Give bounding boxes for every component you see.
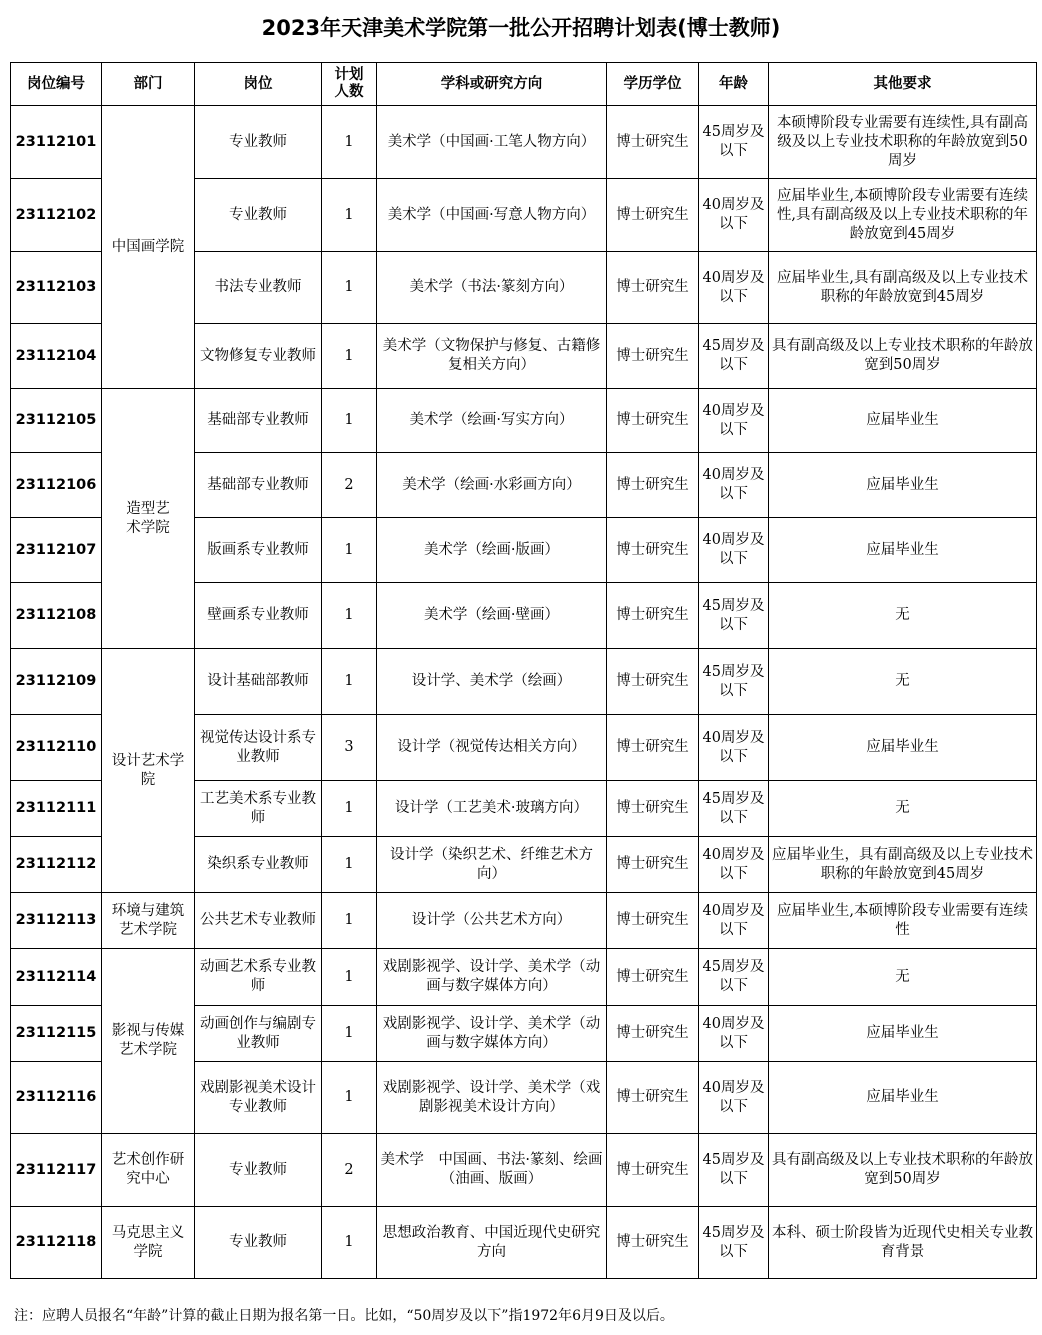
other-requirements: 应届毕业生,本硕博阶段专业需要有连续性,具有副高级及以上专业技术职称的年龄放宽到45周岁 xyxy=(769,179,1037,252)
degree: 博士研究生 xyxy=(607,715,699,781)
table-row xyxy=(11,106,1037,179)
subject-direction: 美术学（绘画·水彩画方向） xyxy=(377,453,607,518)
degree: 博士研究生 xyxy=(607,893,699,949)
age-limit: 40周岁及以下 xyxy=(699,837,769,893)
position-code: 23112116 xyxy=(11,1062,102,1134)
position-name: 文物修复专业教师 xyxy=(195,324,322,389)
age-limit: 45周岁及以下 xyxy=(699,1134,769,1207)
other-requirements: 应届毕业生 xyxy=(769,715,1037,781)
table-row xyxy=(11,389,1037,453)
header-department: 部门 xyxy=(102,63,195,106)
degree: 博士研究生 xyxy=(607,1062,699,1134)
plan-count: 3 xyxy=(322,715,377,781)
position-name: 视觉传达设计系专业教师 xyxy=(195,715,322,781)
plan-count: 1 xyxy=(322,252,377,324)
position-code: 23112103 xyxy=(11,252,102,324)
position-name: 动画艺术系专业教师 xyxy=(195,949,322,1006)
age-limit: 40周岁及以下 xyxy=(699,453,769,518)
position-name: 工艺美术系专业教师 xyxy=(195,781,322,837)
subject-direction: 美术学（绘画·壁画） xyxy=(377,583,607,649)
plan-count: 1 xyxy=(322,583,377,649)
age-limit: 40周岁及以下 xyxy=(699,179,769,252)
position-name: 戏剧影视美术设计专业教师 xyxy=(195,1062,322,1134)
plan-count: 1 xyxy=(322,893,377,949)
position-code: 23112102 xyxy=(11,179,102,252)
plan-count: 1 xyxy=(322,837,377,893)
position-code: 23112108 xyxy=(11,583,102,649)
other-requirements: 无 xyxy=(769,949,1037,1006)
subject-direction: 美术学（绘画·版画） xyxy=(377,518,607,583)
other-requirements: 应届毕业生 xyxy=(769,518,1037,583)
plan-count: 1 xyxy=(322,781,377,837)
position-code: 23112112 xyxy=(11,837,102,893)
degree: 博士研究生 xyxy=(607,781,699,837)
position-code: 23112105 xyxy=(11,389,102,453)
subject-direction: 美术学 中国画、书法·篆刻、绘画（油画、版画） xyxy=(377,1134,607,1207)
position-name: 染织系专业教师 xyxy=(195,837,322,893)
subject-direction: 美术学（中国画·工笔人物方向） xyxy=(377,106,607,179)
other-requirements: 无 xyxy=(769,781,1037,837)
position-name: 壁画系专业教师 xyxy=(195,583,322,649)
other-requirements: 应届毕业生,具有副高级及以上专业技术职称的年龄放宽到45周岁 xyxy=(769,252,1037,324)
degree: 博士研究生 xyxy=(607,649,699,715)
age-limit: 40周岁及以下 xyxy=(699,893,769,949)
position-code: 23112117 xyxy=(11,1134,102,1207)
department-cell: 设计艺术学院 xyxy=(102,649,195,893)
subject-direction: 美术学（中国画·写意人物方向） xyxy=(377,179,607,252)
position-code: 23112111 xyxy=(11,781,102,837)
subject-direction: 设计学（公共艺术方向） xyxy=(377,893,607,949)
position-code: 23112110 xyxy=(11,715,102,781)
age-limit: 40周岁及以下 xyxy=(699,1006,769,1062)
age-limit: 45周岁及以下 xyxy=(699,1207,769,1279)
table-row xyxy=(11,949,1037,1006)
age-limit: 45周岁及以下 xyxy=(699,583,769,649)
header-count: 计划人数 xyxy=(322,63,377,106)
age-limit: 40周岁及以下 xyxy=(699,389,769,453)
degree: 博士研究生 xyxy=(607,1006,699,1062)
position-name: 基础部专业教师 xyxy=(195,453,322,518)
position-name: 专业教师 xyxy=(195,179,322,252)
subject-direction: 戏剧影视学、设计学、美术学（动画与数字媒体方向） xyxy=(377,949,607,1006)
other-requirements: 应届毕业生,本硕博阶段专业需要有连续性 xyxy=(769,893,1037,949)
table-row xyxy=(11,1207,1037,1279)
position-name: 专业教师 xyxy=(195,1207,322,1279)
subject-direction: 美术学（书法·篆刻方向） xyxy=(377,252,607,324)
department-cell: 造型艺术学院 xyxy=(102,389,195,649)
degree: 博士研究生 xyxy=(607,106,699,179)
plan-count: 1 xyxy=(322,324,377,389)
age-limit: 45周岁及以下 xyxy=(699,324,769,389)
position-code: 23112104 xyxy=(11,324,102,389)
other-requirements: 应届毕业生，具有副高级及以上专业技术职称的年龄放宽到45周岁 xyxy=(769,837,1037,893)
header-other: 其他要求 xyxy=(769,63,1037,106)
plan-count: 1 xyxy=(322,389,377,453)
degree: 博士研究生 xyxy=(607,949,699,1006)
degree: 博士研究生 xyxy=(607,179,699,252)
position-code: 23112106 xyxy=(11,453,102,518)
department-cell: 环境与建筑艺术学院 xyxy=(102,893,195,949)
degree: 博士研究生 xyxy=(607,583,699,649)
position-code: 23112114 xyxy=(11,949,102,1006)
header-subject: 学科或研究方向 xyxy=(377,63,607,106)
subject-direction: 戏剧影视学、设计学、美术学（戏剧影视美术设计方向） xyxy=(377,1062,607,1134)
header-row xyxy=(11,63,1037,106)
subject-direction: 设计学、美术学（绘画） xyxy=(377,649,607,715)
position-code: 23112107 xyxy=(11,518,102,583)
plan-count: 1 xyxy=(322,1006,377,1062)
age-limit: 45周岁及以下 xyxy=(699,781,769,837)
age-limit: 40周岁及以下 xyxy=(699,252,769,324)
plan-count: 2 xyxy=(322,1134,377,1207)
position-code: 23112118 xyxy=(11,1207,102,1279)
age-limit: 45周岁及以下 xyxy=(699,649,769,715)
position-name: 专业教师 xyxy=(195,1134,322,1207)
recruitment-plan-table xyxy=(10,62,1037,1279)
position-name: 设计基础部教师 xyxy=(195,649,322,715)
position-name: 基础部专业教师 xyxy=(195,389,322,453)
position-code: 23112101 xyxy=(11,106,102,179)
age-limit: 40周岁及以下 xyxy=(699,715,769,781)
other-requirements: 具有副高级及以上专业技术职称的年龄放宽到50周岁 xyxy=(769,324,1037,389)
other-requirements: 应届毕业生 xyxy=(769,1062,1037,1134)
other-requirements: 无 xyxy=(769,583,1037,649)
header-code: 岗位编号 xyxy=(11,63,102,106)
subject-direction: 戏剧影视学、设计学、美术学（动画与数字媒体方向） xyxy=(377,1006,607,1062)
position-code: 23112109 xyxy=(11,649,102,715)
subject-direction: 设计学（视觉传达相关方向） xyxy=(377,715,607,781)
other-requirements: 具有副高级及以上专业技术职称的年龄放宽到50周岁 xyxy=(769,1134,1037,1207)
degree: 博士研究生 xyxy=(607,1207,699,1279)
table-row xyxy=(11,649,1037,715)
other-requirements: 本科、硕士阶段皆为近现代史相关专业教育背景 xyxy=(769,1207,1037,1279)
degree: 博士研究生 xyxy=(607,518,699,583)
degree: 博士研究生 xyxy=(607,1134,699,1207)
age-limit: 45周岁及以下 xyxy=(699,949,769,1006)
department-cell: 中国画学院 xyxy=(102,106,195,389)
degree: 博士研究生 xyxy=(607,389,699,453)
plan-count: 2 xyxy=(322,453,377,518)
plan-count: 1 xyxy=(322,106,377,179)
header-age: 年龄 xyxy=(699,63,769,106)
degree: 博士研究生 xyxy=(607,453,699,518)
other-requirements: 应届毕业生 xyxy=(769,389,1037,453)
other-requirements: 本硕博阶段专业需要有连续性,具有副高级及以上专业技术职称的年龄放宽到50周岁 xyxy=(769,106,1037,179)
header-position: 岗位 xyxy=(195,63,322,106)
position-name: 动画创作与编剧专业教师 xyxy=(195,1006,322,1062)
age-limit: 45周岁及以下 xyxy=(699,106,769,179)
position-name: 版画系专业教师 xyxy=(195,518,322,583)
department-cell: 艺术创作研究中心 xyxy=(102,1134,195,1207)
degree: 博士研究生 xyxy=(607,324,699,389)
department-cell: 影视与传媒艺术学院 xyxy=(102,949,195,1134)
plan-count: 1 xyxy=(322,649,377,715)
subject-direction: 设计学（工艺美术·玻璃方向） xyxy=(377,781,607,837)
plan-count: 1 xyxy=(322,1062,377,1134)
footnote: 注：应聘人员报名“年龄”计算的截止日期为报名第一日。比如，“50周岁及以下”指1972年6月9日及以后。 xyxy=(14,1308,674,1324)
position-name: 专业教师 xyxy=(195,106,322,179)
degree: 博士研究生 xyxy=(607,837,699,893)
position-name: 书法专业教师 xyxy=(195,252,322,324)
table-row xyxy=(11,893,1037,949)
degree: 博士研究生 xyxy=(607,252,699,324)
department-cell: 马克思主义学院 xyxy=(102,1207,195,1279)
subject-direction: 美术学（绘画·写实方向） xyxy=(377,389,607,453)
plan-count: 1 xyxy=(322,949,377,1006)
other-requirements: 应届毕业生 xyxy=(769,1006,1037,1062)
age-limit: 40周岁及以下 xyxy=(699,518,769,583)
position-name: 公共艺术专业教师 xyxy=(195,893,322,949)
plan-count: 1 xyxy=(322,518,377,583)
table-row xyxy=(11,1134,1037,1207)
subject-direction: 思想政治教育、中国近现代史研究方向 xyxy=(377,1207,607,1279)
other-requirements: 应届毕业生 xyxy=(769,453,1037,518)
page-title: 2023年天津美术学院第一批公开招聘计划表(博士教师) xyxy=(261,16,781,40)
position-code: 23112115 xyxy=(11,1006,102,1062)
plan-count: 1 xyxy=(322,179,377,252)
subject-direction: 美术学（文物保护与修复、古籍修复相关方向） xyxy=(377,324,607,389)
subject-direction: 设计学（染织艺术、纤维艺术方向） xyxy=(377,837,607,893)
header-degree: 学历学位 xyxy=(607,63,699,106)
position-code: 23112113 xyxy=(11,893,102,949)
other-requirements: 无 xyxy=(769,649,1037,715)
age-limit: 40周岁及以下 xyxy=(699,1062,769,1134)
plan-count: 1 xyxy=(322,1207,377,1279)
